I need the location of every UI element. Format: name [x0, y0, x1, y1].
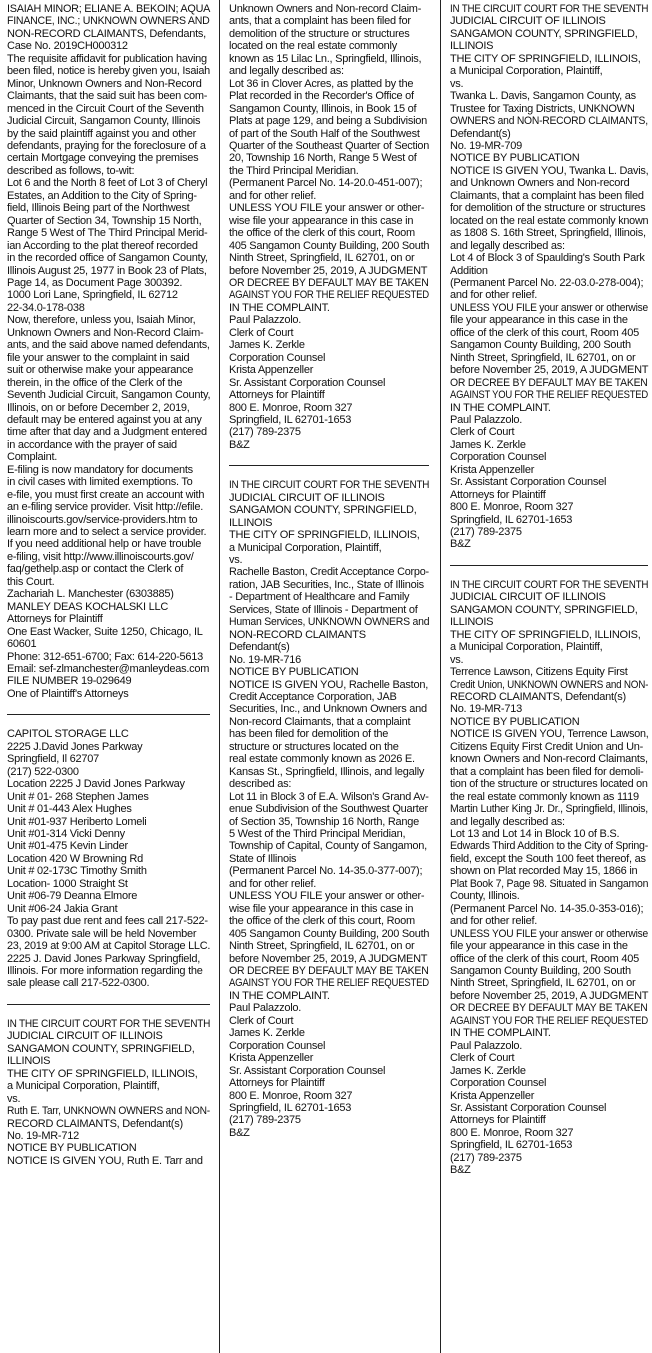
notice-line: (Permanent Parcel No. 14-20.0-451-007); — [229, 177, 423, 190]
notice-line: Unit #01-314 Vicki Denny — [7, 828, 125, 840]
notice-line: 405 Sangamon County Building, 200 South — [229, 239, 430, 252]
notice-line: Email: sef-zlmanchester@manleydeas.com — [7, 663, 210, 676]
legal-notice — [229, 479, 429, 1139]
notice-line: Corporation Counsel — [229, 1039, 326, 1052]
notice-line: 1000 Lori Lane, Springfield, IL 62712 — [7, 289, 178, 302]
notice-line: Non-record Claimants, that a complaint — [229, 715, 411, 728]
notice-line: Sangamon County Building, 200 South — [450, 964, 631, 977]
notice-line: NOTICE BY PUBLICATION — [229, 666, 359, 679]
notice-line: vs. — [229, 554, 243, 567]
notice-line: NOTICE IS GIVEN YOU, Ruth E. Tarr and — [7, 1154, 203, 1167]
notice-line: Unit # 02-173C Timothy Smith — [7, 865, 147, 878]
notice-line: sale please call 217-522-0300. — [7, 977, 150, 990]
notice-line: as 1808 S. 16th Street, Springfield, Illinois, — [450, 227, 646, 240]
notice-line: learn more and to select a service provider. — [7, 526, 207, 539]
notice-line: James K. Zerkle — [450, 1064, 526, 1077]
legal-notice — [7, 1018, 210, 1167]
notice-line: OWNERS and NON-RECORD CLAIMANTS, — [450, 115, 648, 128]
notice-line: default may be entered against you at any — [7, 413, 202, 426]
notice-line: JUDICIAL CIRCUIT OF ILLINOIS — [229, 491, 385, 504]
notice-line: OR DECREE BY DEFAULT MAY BE TAKEN — [450, 376, 648, 389]
notice-line: Location 2225 J David Jones Parkway — [7, 778, 185, 791]
notice-line: No. 19-MR-709 — [450, 139, 522, 152]
notice-line: NON-RECORD CLAIMANTS — [229, 628, 366, 641]
notice-line: Complaint. — [7, 451, 58, 464]
notice-line: Unknown Owners and Non-record Claim- — [229, 3, 422, 15]
notice-line: Unit #01-475 Kevin Linder — [7, 840, 128, 853]
notice-line: before November 25, 2019, A JUDGMENT — [229, 264, 428, 277]
notice-line: RECORD CLAIMANTS, Defendant(s) — [450, 691, 626, 704]
notice-line: the Third Principal Meridian. — [229, 164, 359, 177]
notice-line: ILLINOIS — [229, 516, 273, 529]
notice-line: (217) 789-2375 — [229, 1114, 301, 1127]
notice-line: Lot 11 in Block 3 of E.A. Wilson's Grand Av- — [229, 790, 429, 803]
notice-line: 0300. Private sale will be held November — [7, 927, 197, 940]
notice-line: No. 19-MR-713 — [450, 703, 522, 716]
notice-line: Clerk of Court — [450, 426, 515, 439]
notice-line: defendants, praying for the foreclosure of a — [7, 139, 206, 152]
notice-line: field, except the South 100 feet thereof, as — [450, 852, 646, 865]
notice-line: One East Wacker, Suite 1250, Chicago, IL — [7, 625, 203, 638]
notice-line: RECORD CLAIMANTS, Defendant(s) — [7, 1117, 183, 1130]
notice-line: MANLEY DEAS KOCHALSKI LLC — [7, 600, 169, 613]
notice-line: Services, State of Illinois - Department of — [229, 603, 418, 616]
notice-line: AGAINST YOU FOR THE RELIEF REQUESTED — [450, 1014, 649, 1027]
notice-line: 20, Township 16 North, Range 5 West of — [229, 152, 417, 165]
notice-line: Lot 4 of Block 3 of Spaulding's South Park — [450, 252, 645, 265]
notice-line: before November 25, 2019, A JUDGMENT — [450, 989, 649, 1002]
notice-line: Ninth Street, Springfield, IL 62701, on or — [450, 351, 636, 364]
notice-line: 800 E. Monroe, Room 327 — [229, 1089, 353, 1102]
notice-line: a Municipal Corporation, Plaintiff, — [450, 65, 603, 78]
notice-line: tion of the structure or structures located on — [450, 778, 648, 791]
notice-line: Krista Appenzeller — [229, 1052, 314, 1065]
notice-line: this Court. — [7, 575, 55, 588]
notice-line: certain Mortgage conveying the premises — [7, 152, 199, 165]
notice-line: If you need additional help or have trouble — [7, 538, 202, 551]
notice-line: FILE NUMBER 19-029649 — [7, 675, 132, 688]
notice-line: Attorneys for Plaintiff — [229, 389, 325, 402]
notice-line: therein, in the office of the Clerk of the — [7, 376, 183, 389]
notice-line: Sangamon County, Illinois, in Book 15 of — [229, 102, 417, 115]
notice-line: and legally described as: — [450, 815, 565, 828]
notice-line: NOTICE BY PUBLICATION — [450, 152, 580, 165]
notice-line: One of Plaintiff's Attorneys — [7, 687, 129, 700]
legal-notice — [7, 3, 210, 700]
notice-line: FINANCE, INC.; UNKNOWN OWNERS AND — [7, 15, 210, 28]
notice-line: The requisite affidavit for publication having — [7, 52, 207, 65]
notice-line: 800 E. Monroe, Room 327 — [229, 401, 353, 414]
notice-line: No. 19-MR-716 — [229, 653, 301, 666]
notice-line: Kansas St., Springfield, Illinois, and legally — [229, 765, 425, 778]
notice-line: IN THE CIRCUIT COURT FOR THE SEVENTH — [7, 1017, 211, 1030]
notice-line: Springfield, IL 62701-1653 — [229, 1101, 352, 1114]
notice-line: field, Illinois Being part of the Northwest — [7, 202, 190, 215]
notice-line: Edwards Third Addition to the City of Spring- — [450, 840, 649, 853]
notice-separator — [229, 465, 429, 466]
notice-line: B&Z — [229, 1126, 250, 1139]
notice-line: Ninth Street, Springfield, IL 62701, on or — [450, 977, 636, 990]
notice-line: Plat Book 7, Page 98. Situated in Sangamon — [450, 877, 649, 890]
notice-line: Township of Capital, County of Sangamon, — [229, 840, 427, 853]
column-divider — [219, 0, 220, 1353]
notice-line: the office of the clerk of this court, Room — [229, 915, 415, 928]
notice-line: State of Illinois — [229, 852, 297, 865]
notice-line: Quarter of Section 34, Township 15 North, — [7, 214, 202, 227]
notice-line: AGAINST YOU FOR THE RELIEF REQUESTED — [229, 977, 430, 990]
notice-line: Seventh Judicial Circuit, Sangamon County, — [7, 389, 211, 402]
notice-line: NOTICE BY PUBLICATION — [7, 1142, 137, 1155]
notice-line: OR DECREE BY DEFAULT MAY BE TAKEN — [450, 1002, 648, 1015]
notice-line: NOTICE IS GIVEN YOU, Twanka L. Davis, — [450, 164, 649, 177]
notice-line: 60601 — [7, 638, 37, 651]
notice-line: Unit # 01- 268 Stephen James — [7, 790, 149, 803]
legal-notice — [450, 3, 648, 551]
notice-line: Quarter of the Southeast Quarter of Section — [229, 139, 430, 152]
notice-line: Corporation Counsel — [229, 351, 326, 364]
notice-line: 800 E. Monroe, Room 327 — [450, 1126, 574, 1139]
notice-line: NOTICE IS GIVEN YOU, Terrence Lawson, — [450, 728, 649, 741]
notice-line: has been filed for demolition of the — [229, 728, 389, 741]
notice-line: (217) 789-2375 — [450, 1151, 522, 1164]
notice-line: AGAINST YOU FOR THE RELIEF REQUESTED — [229, 289, 430, 302]
notice-line: IN THE CIRCUIT COURT FOR THE SEVENTH — [229, 479, 430, 492]
notice-line: 800 E. Monroe, Room 327 — [450, 501, 574, 514]
notice-line: 22-34.0-178-038 — [7, 301, 85, 314]
notice-line: IN THE COMPLAINT. — [229, 989, 330, 1002]
notice-line: office of the clerk of this court, Room 405 — [450, 952, 639, 965]
notice-line: Now, therefore, unless you, Isaiah Minor, — [7, 314, 196, 327]
notice-line: Paul Palazzolo. — [229, 314, 302, 327]
notice-line: before November 25, 2019, A JUDGMENT — [450, 364, 649, 377]
notice-line: (217) 789-2375 — [450, 526, 522, 539]
notice-line: Citizens Equity First Credit Union and Un- — [450, 740, 644, 753]
notice-line: To pay past due rent and fees call 217-522- — [7, 915, 208, 928]
notice-line: of Section 35, Township 16 North, Range — [229, 815, 420, 828]
notice-line: NOTICE BY PUBLICATION — [450, 715, 580, 728]
notice-line: by the said plaintiff against you and other — [7, 127, 197, 140]
notice-line: Ruth E. Tarr, UNKNOWN OWNERS and NON- — [7, 1105, 210, 1118]
notice-line: Springfield, Il 62707 — [7, 753, 99, 766]
notice-line: Paul Palazzolo. — [450, 413, 523, 426]
notice-line: Twanka L. Davis, Sangamon County, as — [450, 90, 636, 103]
notice-line: that a complaint has been filed for demoli- — [450, 765, 644, 778]
notice-line: structure or structures located on the — [229, 740, 399, 753]
notice-line: shown on Plat recorded May 15, 1866 in — [450, 865, 638, 878]
notice-line: a Municipal Corporation, Plaintiff, — [229, 541, 382, 554]
notice-line: IN THE COMPLAINT. — [450, 1027, 551, 1040]
notice-line: located on the real estate commonly — [229, 40, 397, 53]
notice-line: SANGAMON COUNTY, SPRINGFIELD, — [7, 1042, 195, 1055]
notice-line: Location 420 W Browning Rd — [7, 852, 143, 865]
notice-line: Case No. 2019CH000312 — [7, 40, 128, 53]
notice-line: for demolition of the structure or structures — [450, 202, 646, 215]
notice-line: and Unknown Owners and Non-record — [450, 177, 630, 190]
notice-line: Defendant(s) — [450, 127, 511, 140]
notice-line: Martin Luther King Jr. Dr., Springfield, Illinois, — [450, 803, 648, 816]
notice-line: Clerk of Court — [229, 326, 294, 339]
notice-line: and legally described as: — [450, 239, 565, 252]
notice-line: demolition of the structure or structures — [229, 27, 410, 40]
notice-line: Minor, Unknown Owners and Non-Record — [7, 77, 202, 90]
notice-line: time after that day and a Judgment entered — [7, 426, 207, 439]
notice-line: OR DECREE BY DEFAULT MAY BE TAKEN — [229, 276, 429, 289]
notice-line: Addition — [450, 264, 488, 277]
notice-line: CAPITOL STORAGE LLC — [7, 728, 129, 741]
notice-line: Clerk of Court — [229, 1014, 294, 1027]
notice-line: and for other relief. — [229, 189, 317, 202]
notice-line: Rachelle Baston, Credit Acceptance Corpo- — [229, 566, 429, 579]
notice-line: Attorneys for Plaintiff — [7, 613, 103, 626]
notice-line: Corporation Counsel — [450, 1077, 547, 1090]
notice-line: IN THE CIRCUIT COURT FOR THE SEVENTH — [450, 3, 649, 15]
notice-line: (217) 789-2375 — [229, 426, 301, 439]
notice-line: Krista Appenzeller — [450, 1089, 535, 1102]
notice-line: Sr. Assistant Corporation Counsel — [229, 376, 386, 389]
notice-line: Unit #06-24 Jakia Grant — [7, 902, 118, 915]
notice-line: file your appearance in this case in the — [450, 940, 628, 953]
notice-line: IN THE CIRCUIT COURT FOR THE SEVENTH — [450, 578, 649, 591]
notice-line: described as: — [229, 778, 292, 791]
notice-line: Illinois. For more information regarding the — [7, 964, 203, 977]
notice-line: THE CITY OF SPRINGFIELD, ILLINOIS, — [7, 1067, 198, 1080]
notice-line: THE CITY OF SPRINGFIELD, ILLINOIS, — [450, 628, 641, 641]
notice-line: Krista Appenzeller — [450, 463, 535, 476]
notice-line: the office of the clerk of this court, Room — [229, 227, 415, 240]
notice-line: (Permanent Parcel No. 14-35.0-353-016); — [450, 902, 644, 915]
notice-line: enue Subdivision of the Southwest Quarter — [229, 803, 428, 816]
notice-line: in the recorded office of Sangamon County, — [7, 252, 208, 265]
notice-line: known Owners and Non-record Claimants, — [450, 753, 648, 766]
notice-line: office of the clerk of this court, Room 405 — [450, 326, 639, 339]
notice-line: JUDICIAL CIRCUIT OF ILLINOIS — [7, 1030, 163, 1043]
notice-line: Sr. Assistant Corporation Counsel — [450, 1101, 607, 1114]
notice-line: ration, JAB Securities, Inc., State of Illinois — [229, 578, 424, 591]
notice-line: Lot 6 and the North 8 feet of Lot 3 of Cheryl — [7, 177, 208, 190]
notice-line: Judicial Circuit, Sangamon County, Illinois — [7, 115, 201, 128]
notice-line: Ninth Street, Springfield, IL 62701, on or — [229, 940, 415, 953]
notice-line: the real estate commonly known as 1119 — [450, 790, 639, 803]
notice-line: Attorneys for Plaintiff — [450, 1114, 546, 1127]
notice-line: James K. Zerkle — [450, 438, 526, 451]
notice-line: file your answer to the complaint in said — [7, 351, 190, 364]
notice-line: Sr. Assistant Corporation Counsel — [450, 476, 607, 489]
notice-line: Credit Union, UNKNOWN OWNERS and NON- — [450, 678, 649, 691]
notice-line: Sangamon County Building, 200 South — [450, 339, 631, 352]
notice-line: ISAIAH MINOR; ELIANE A. BEKOIN; AQUA — [7, 3, 211, 15]
notice-line: Illinois August 25, 1977 in Book 23 of Plats, — [7, 264, 207, 277]
notice-line: Springfield, IL 62701-1653 — [229, 413, 352, 426]
notice-line: - Department of Healthcare and Family — [229, 591, 410, 604]
notice-line: Securities, Inc., and Unknown Owners and — [229, 703, 427, 716]
notice-line: before November 25, 2019, A JUDGMENT — [229, 952, 428, 965]
notice-line: 23, 2019 at 9:00 AM at Capitol Storage LLC. — [7, 940, 211, 953]
notice-line: Clerk of Court — [450, 1052, 515, 1065]
notice-line: in accordance with the prayer of said — [7, 438, 177, 451]
notice-line: UNLESS YOU FILE your answer or other- — [229, 202, 425, 215]
notice-line: vs. — [450, 653, 464, 666]
notice-line: Claimants, that a complaint has been filed — [450, 189, 644, 202]
notice-line: Paul Palazzolo. — [229, 1002, 302, 1015]
notice-line: (Permanent Parcel No. 14-35.0-377-007); — [229, 865, 423, 878]
notice-line: Attorneys for Plaintiff — [450, 488, 546, 501]
notice-line: Phone: 312-651-6700; Fax: 614-220-5613 — [7, 650, 203, 663]
notice-line: UNLESS YOU FILE your answer or other- — [229, 890, 425, 903]
notice-line: Claimants, that the said suit has been com- — [7, 90, 208, 103]
notice-line: a Municipal Corporation, Plaintiff, — [7, 1080, 160, 1093]
notice-line: Location- 1000 Straight St — [7, 877, 128, 890]
notice-separator — [7, 1004, 210, 1005]
notice-line: ILLINOIS — [450, 616, 494, 629]
notice-line: faq/gethelp.asp or contact the Clerk of — [7, 563, 184, 576]
notice-line: THE CITY OF SPRINGFIELD, ILLINOIS, — [450, 52, 641, 65]
legal-notice — [7, 728, 210, 990]
notice-line: ILLINOIS — [450, 40, 494, 53]
notice-line: Springfield, IL 62701-1653 — [450, 513, 573, 526]
notice-line: Sr. Assistant Corporation Counsel — [229, 1064, 386, 1077]
column-1 — [7, 3, 210, 1167]
legal-notice — [450, 579, 648, 1177]
notice-line: in civil cases with limited exemptions. To — [7, 476, 193, 489]
column-3 — [450, 3, 648, 1177]
notice-line: and for other relief. — [450, 915, 538, 928]
notice-separator — [450, 565, 648, 566]
notice-line: James K. Zerkle — [229, 1027, 305, 1040]
notice-line: an e-filing service provider. Visit http://efile. — [7, 501, 204, 514]
notice-line: Plat recorded in the Recorder's Office of — [229, 90, 414, 103]
notice-line: Human Services, UNKNOWN OWNERS and — [229, 616, 430, 629]
notice-line: UNLESS YOU FILE your answer or otherwise — [450, 927, 648, 940]
notice-line: Lot 36 in Clover Acres, as platted by the — [229, 77, 414, 90]
notice-line: a Municipal Corporation, Plaintiff, — [450, 641, 603, 654]
notice-line: ILLINOIS — [7, 1055, 51, 1068]
notice-line: Defendant(s) — [229, 641, 290, 654]
notice-line: and for other relief. — [450, 289, 538, 302]
notice-line: JUDICIAL CIRCUIT OF ILLINOIS — [450, 15, 606, 28]
notice-line: SANGAMON COUNTY, SPRINGFIELD, — [450, 27, 638, 40]
notice-line: 2225 J. David Jones Parkway Springfield, — [7, 952, 200, 965]
notice-line: THE CITY OF SPRINGFIELD, ILLINOIS, — [229, 529, 420, 542]
notice-line: located on the real estate commonly known — [450, 214, 649, 227]
notice-line: B&Z — [229, 438, 250, 451]
notice-line: Unknown Owners and Non-Record Claim- — [7, 326, 204, 339]
notice-line: 5 West of the Third Principal Meridian, — [229, 828, 406, 840]
notice-line: IN THE COMPLAINT. — [229, 301, 330, 314]
notice-line: Zachariah L. Manchester (6303885) — [7, 588, 174, 601]
notice-line: 2225 J.David Jones Parkway — [7, 740, 143, 753]
notice-line: Lot 13 and Lot 14 in Block 10 of B.S. — [450, 828, 620, 840]
notice-line: ants, that a complaint has been filed for — [229, 15, 411, 28]
notice-line: and for other relief. — [229, 877, 317, 890]
notice-line: known as 15 Lilac Ln., Springfield, Illinois, — [229, 52, 422, 65]
notice-line: e-file, you must first create an account with — [7, 488, 205, 501]
notice-line: Attorneys for Plaintiff — [229, 1077, 325, 1090]
notice-line: Plats at page 129, and being a Subdivision — [229, 115, 428, 128]
notice-line: vs. — [7, 1092, 21, 1105]
notice-line: Estates, an Addition to the City of Spring- — [7, 189, 197, 202]
notice-line: e-filing, visit http://www.illinoiscourts.gov/ — [7, 550, 194, 563]
notice-line: OR DECREE BY DEFAULT MAY BE TAKEN — [229, 964, 429, 977]
notice-line: SANGAMON COUNTY, SPRINGFIELD, — [450, 603, 638, 616]
notice-line: E-filing is now mandatory for documents — [7, 463, 193, 476]
notice-line: suit or otherwise make your appearance — [7, 364, 194, 377]
notice-line: Credit Acceptance Corporation, JAB — [229, 691, 397, 704]
notice-line: illinoiscourts.gov/service-providers.htm to — [7, 513, 198, 526]
notice-line: UNLESS YOU FILE your answer or otherwise — [450, 301, 648, 314]
column-2 — [229, 3, 429, 1139]
notice-line: James K. Zerkle — [229, 339, 305, 352]
notice-line: No. 19-MR-712 — [7, 1129, 79, 1142]
notice-line: Paul Palazzolo. — [450, 1039, 523, 1052]
notice-line: B&Z — [450, 1164, 471, 1177]
notice-line: JUDICIAL CIRCUIT OF ILLINOIS — [450, 591, 606, 604]
notice-line: been filed, notice is hereby given you, Isaiah — [7, 65, 210, 78]
notice-line: IN THE COMPLAINT. — [450, 401, 551, 414]
notice-line: SANGAMON COUNTY, SPRINGFIELD, — [229, 504, 417, 517]
notice-line: Page 14, as Document Page 300392. — [7, 276, 183, 289]
notice-line: (Permanent Parcel No. 22-03.0-278-004); — [450, 276, 644, 289]
notice-line: Trustee for Taxing Districts, UNKNOWN — [450, 102, 635, 115]
notice-line: Illinois, on or before December 2, 2019, — [7, 401, 190, 414]
notice-line: Krista Appenzeller — [229, 364, 314, 377]
notice-line: Corporation Counsel — [450, 451, 547, 464]
notice-line: Springfield, IL 62701-1653 — [450, 1139, 573, 1152]
notice-line: NON-RECORD CLAIMANTS, Defendants, — [7, 27, 206, 40]
column-divider — [440, 0, 441, 1353]
notice-line: wise file your appearance in this case in — [229, 902, 414, 915]
notice-line: ian According to the plat thereof recorded — [7, 239, 198, 252]
notice-line: County, Illinois. — [450, 890, 520, 903]
notice-line: described as follows, to-wit: — [7, 164, 135, 177]
notice-line: Unit #01-937 Heriberto Lomeli — [7, 815, 147, 828]
notice-line: and legally described as: — [229, 65, 344, 78]
notice-line: menced in the Circuit Court of the Seventh — [7, 102, 204, 115]
notice-line: vs. — [450, 77, 464, 90]
notice-line: real estate commonly known as 2026 E. — [229, 753, 415, 766]
notice-line: AGAINST YOU FOR THE RELIEF REQUESTED — [450, 389, 649, 402]
notice-line: (217) 522-0300 — [7, 765, 79, 778]
notice-line: Terrence Lawson, Citizens Equity First — [450, 666, 628, 679]
notice-line: B&Z — [450, 538, 471, 551]
legal-notice — [229, 3, 429, 451]
notice-line: of part of the South Half of the Southwest — [229, 127, 420, 140]
notice-line: 405 Sangamon County Building, 200 South — [229, 927, 430, 940]
notice-line: Ninth Street, Springfield, IL 62701, on or — [229, 252, 415, 265]
notice-line: NOTICE IS GIVEN YOU, Rachelle Baston, — [229, 678, 429, 691]
notice-line: Range 5 West of The Third Principal Merid- — [7, 227, 208, 240]
notice-line: wise file your appearance in this case in — [229, 214, 414, 227]
notice-line: Unit #06-79 Deanna Elmore — [7, 890, 138, 903]
notice-line: Unit # 01-443 Alex Hughes — [7, 803, 132, 816]
notice-separator — [7, 714, 210, 715]
notice-line: file your appearance in this case in the — [450, 314, 628, 327]
notice-line: ants, and the said above named defendants, — [7, 339, 210, 352]
